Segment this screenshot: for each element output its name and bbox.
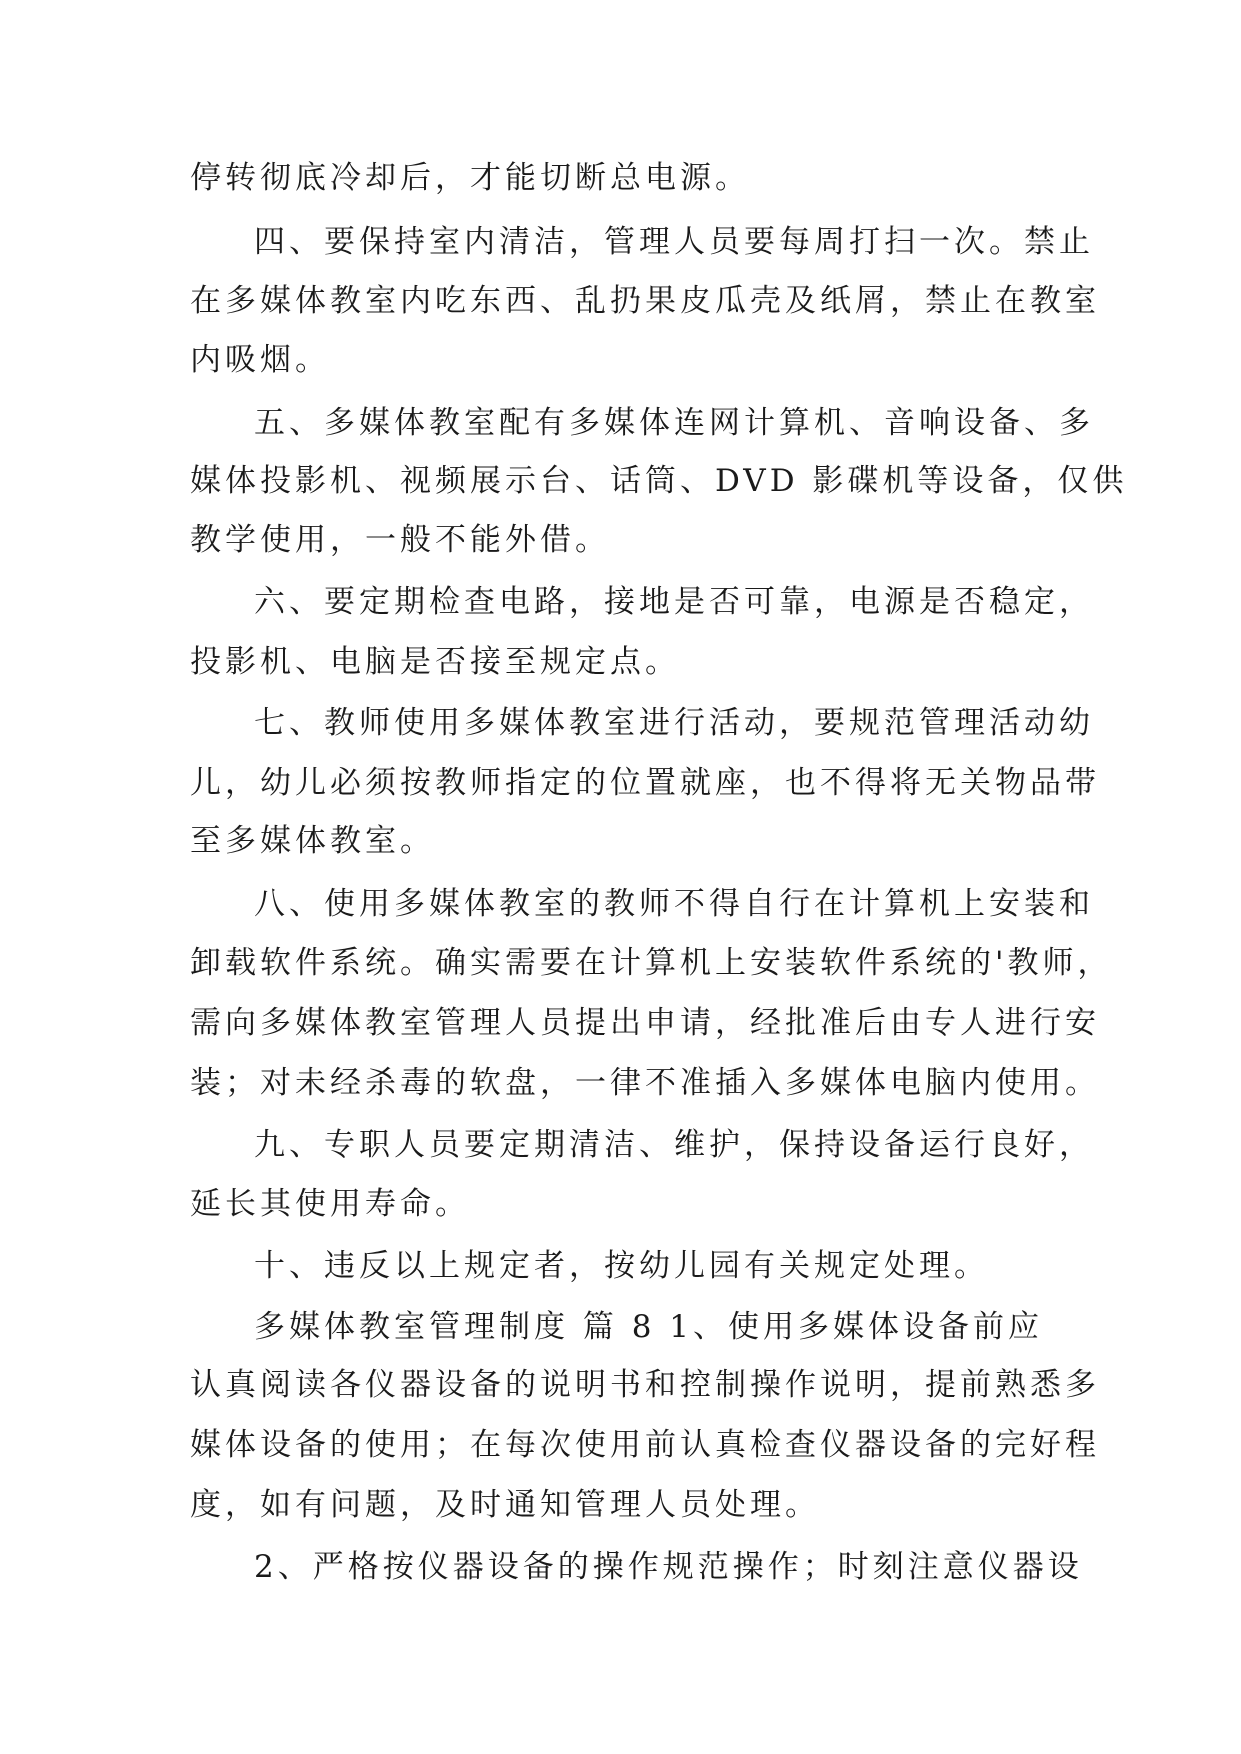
- text-line-19: 十、违反以上规定者，按幼儿园有关规定处理。: [254, 1248, 989, 1284]
- text-line-15: 需向多媒体教室管理人员提出申请，经批准后由专人进行安: [190, 1005, 1100, 1041]
- text-line-13: 八、使用多媒体教室的教师不得自行在计算机上安装和: [254, 886, 1094, 922]
- text-line-23: 度，如有问题，及时通知管理人员处理。: [190, 1487, 820, 1523]
- text-line-11: 儿，幼儿必须按教师指定的位置就座，也不得将无关物品带: [190, 765, 1100, 801]
- text-line-8: 六、要定期检查电路，接地是否可靠，电源是否稳定，: [254, 584, 1094, 620]
- text-line-10: 七、教师使用多媒体教室进行活动，要规范管理活动幼: [254, 705, 1094, 741]
- text-line-17: 九、专职人员要定期清洁、维护，保持设备运行良好，: [254, 1127, 1094, 1163]
- text-line-1: 停转彻底冷却后，才能切断总电源。: [190, 160, 750, 196]
- text-line-16: 装；对未经杀毒的软盘，一律不准插入多媒体电脑内使用。: [190, 1065, 1100, 1101]
- text-line-5: 五、多媒体教室配有多媒体连网计算机、音响设备、多: [254, 405, 1094, 441]
- text-line-7: 教学使用，一般不能外借。: [190, 522, 610, 558]
- text-line-3: 在多媒体教室内吃东西、乱扔果皮瓜壳及纸屑，禁止在教室: [190, 283, 1100, 319]
- text-line-12: 至多媒体教室。: [190, 823, 435, 859]
- text-line-20: 多媒体教室管理制度 篇 8 1、使用多媒体设备前应: [254, 1309, 1044, 1345]
- text-line-18: 延长其使用寿命。: [190, 1186, 470, 1222]
- text-line-22: 媒体设备的使用；在每次使用前认真检查仪器设备的完好程: [190, 1427, 1100, 1463]
- text-line-21: 认真阅读各仪器设备的说明书和控制操作说明，提前熟悉多: [190, 1367, 1100, 1403]
- text-line-14: 卸载软件系统。确实需要在计算机上安装软件系统的'教师，: [190, 945, 1113, 981]
- text-line-6: 媒体投影机、视频展示台、话筒、DVD 影碟机等设备，仅供: [190, 463, 1128, 499]
- text-line-24: 2、严格按仪器设备的操作规范操作；时刻注意仪器设: [254, 1549, 1083, 1585]
- text-line-9: 投影机、电脑是否接至规定点。: [190, 644, 680, 680]
- text-line-4: 内吸烟。: [190, 342, 330, 378]
- text-line-2: 四、要保持室内清洁，管理人员要每周打扫一次。禁止: [254, 224, 1094, 260]
